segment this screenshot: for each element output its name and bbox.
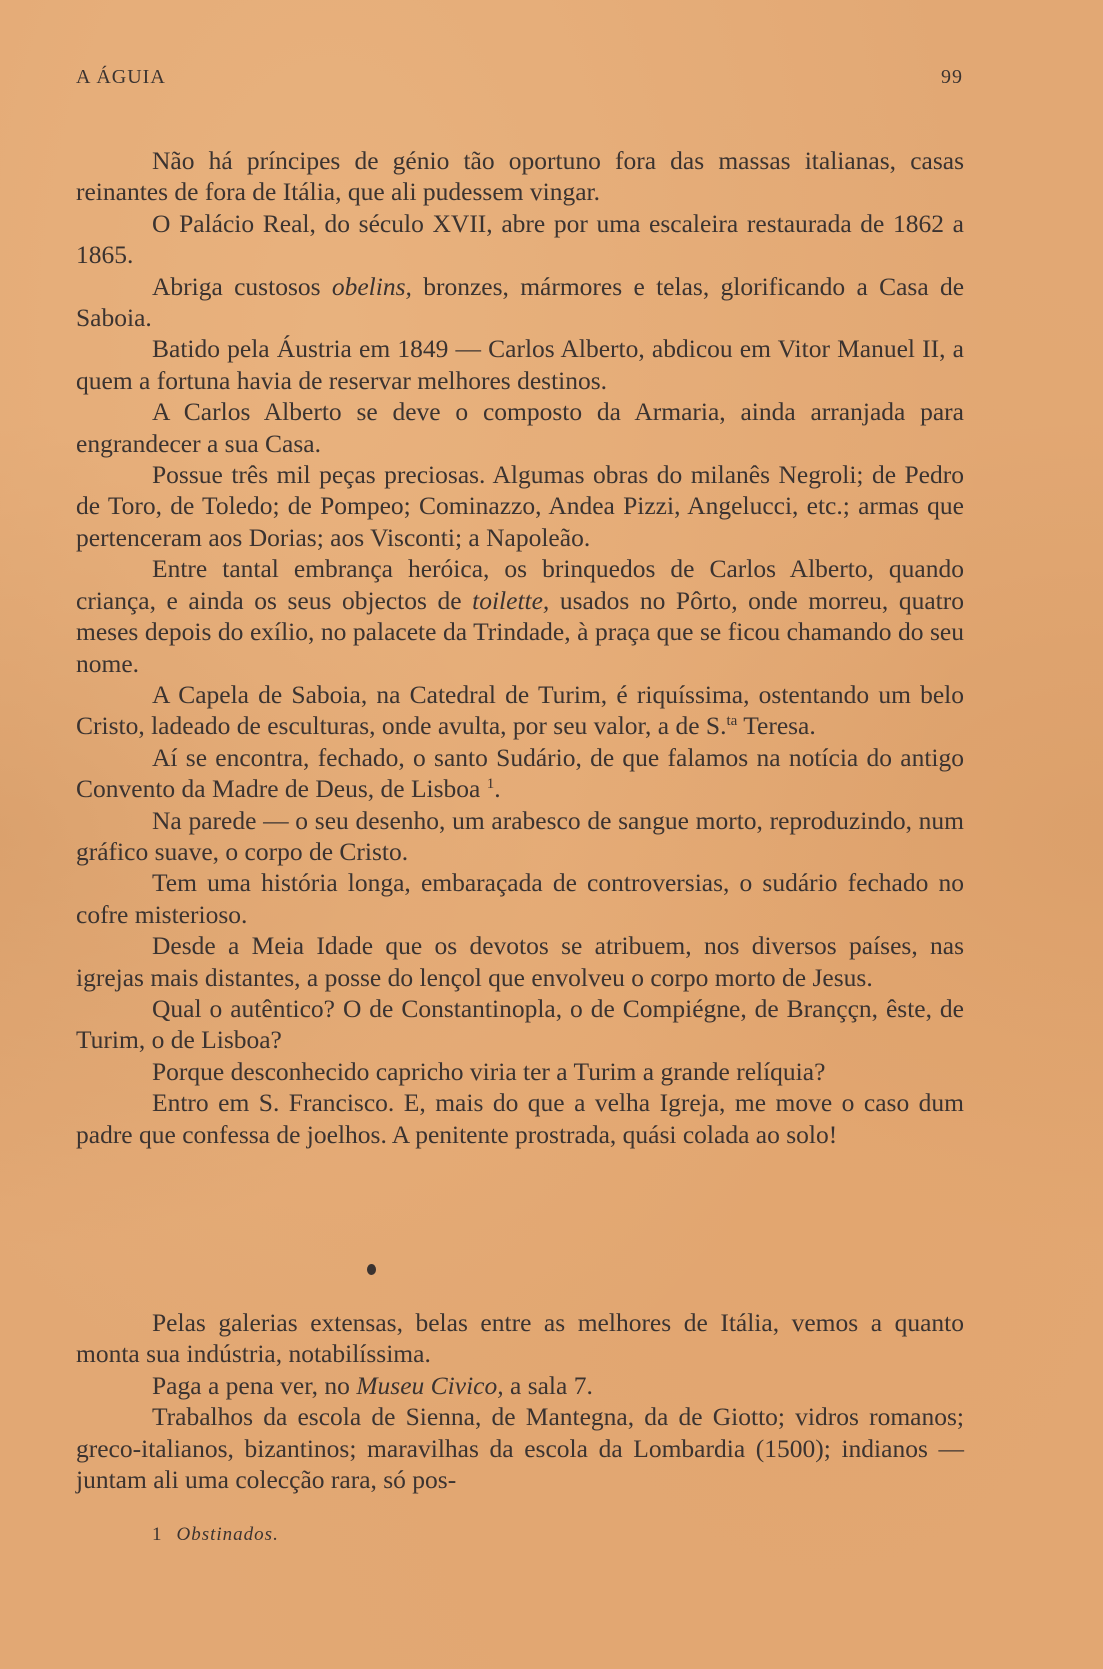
paragraph (76, 1370, 964, 1401)
footnote-reference: 1 (486, 776, 495, 793)
italic-term: obelins, (331, 271, 412, 301)
italic-term: toilette, (472, 585, 550, 615)
text-run: usados no Pôrto, onde morreu, quatro meses depois do exílio, no palacete da Trindade, à praça que se ficou chamando do seu nome. (76, 585, 964, 678)
body-text-section-two (76, 1307, 964, 1495)
paragraph (76, 742, 964, 805)
page-number: 99 (941, 66, 963, 88)
section-separator-dot (367, 1264, 376, 1275)
paragraph: Tem uma história longa, embaraçada de controversias, o sudário fechado no cofre misterioso. (76, 868, 964, 929)
paragraph: Possue três mil peças preciosas. Algumas obras do milanês Negroli; de Pedro de Toro, de Toledo; de Pompeo; Cominazzo, Andea Pizzi, Angelucci, etc.; armas que pertenceram aos Dorias; aos Visconti; a Napoleão. (76, 460, 964, 552)
paragraph: Não há príncipes de génio tão oportuno fora das massas italianas, casas reinantes de fora de Itália, que ali pudessem vingar. (76, 146, 964, 207)
superscript: ta (726, 713, 738, 730)
text-run: Paga a pena ver, no (152, 1370, 357, 1400)
paragraph (76, 271, 964, 334)
footnote (152, 1524, 279, 1546)
paragraph: Trabalhos da escola de Sienna, de Mantegna, da de Giotto; vidros romanos; greco-italianos, bizantinos; maravilhas da escola da Lombardia (1500); indianos — juntam ali uma colecção rara, só pos- (76, 1402, 964, 1495)
paragraph: Pelas galerias extensas, belas entre as melhores de Itália, vemos a quanto monta sua indústria, notabilíssima. (76, 1308, 964, 1369)
footnote-number: 1 (152, 1524, 163, 1545)
paragraph: Desde a Meia Idade que os devotos se atribuem, nos diversos países, nas igrejas mais distantes, a posse do lençol que envolveu o corpo morto de Jesus. (76, 931, 964, 992)
text-run: bronzes, mármores e telas, glorificando a Casa de Saboia. (76, 271, 965, 333)
paragraph: O Palácio Real, do século XVII, abre por uma escaleira restaurada de 1862 a 1865. (76, 208, 964, 270)
text-run: Abriga custosos (152, 271, 332, 301)
text-run: . (494, 774, 501, 804)
footnote-text: Obstinados. (176, 1524, 279, 1545)
paragraph: Entro em S. Francisco. E, mais do que a velha Igreja, me move o caso dum padre que confessa de joelhos. A penitente prostrada, quási colada ao solo! (76, 1088, 964, 1149)
running-head (76, 66, 963, 96)
paragraph: Batido pela Áustria em 1849 — Carlos Alberto, abdicou em Vitor Manuel II, a quem a fortuna havia de reservar melhores destinos. (76, 334, 964, 395)
running-title: A ÁGUIA (76, 66, 166, 88)
paragraph (76, 679, 964, 742)
text-run: Entre tantal embrança heróica, os brinquedos de Carlos Alberto, quando criança, e ainda os seus objectos de (76, 554, 964, 615)
text-run: A Capela de Saboia, na Catedral de Turim, é riquíssima, ostentando um belo Cristo, ladeado de esculturas, onde avulta, por seu valor, a de S. (76, 679, 964, 741)
text-run: Teresa. (737, 711, 816, 741)
paragraph: A Carlos Alberto se deve o composto da Armaria, ainda arranjada para engrandecer a sua Casa. (76, 397, 964, 458)
body-text (76, 145, 964, 1150)
paragraph: Qual o autêntico? O de Constantinopla, o de Compiégne, de Branççn, êste, de Turim, o de Lisboa? (76, 993, 964, 1055)
paragraph: Porque desconhecido capricho viria ter a Turim a grande relíquia? (152, 1056, 826, 1086)
text-run: Aí se encontra, fechado, o santo Sudário, de que falamos na notícia do antigo Convento da Madre de Deus, de Lisboa (76, 742, 964, 804)
paragraph: Na parede — o seu desenho, um arabesco de sangue morto, reproduzindo, num gráfico suave, o corpo de Cristo. (76, 805, 964, 866)
paragraph (76, 553, 964, 679)
italic-term: Museu Civico, (356, 1370, 504, 1400)
text-run: a sala 7. (503, 1370, 593, 1400)
